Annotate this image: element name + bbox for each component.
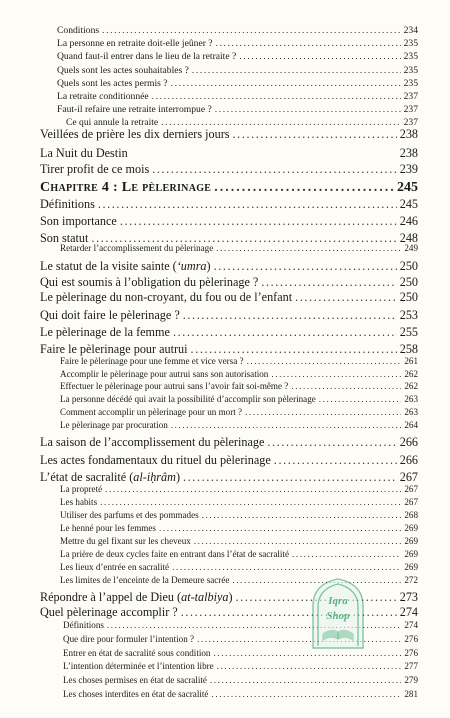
toc-entry <box>60 395 418 404</box>
toc-entry-title: Quels sont les actes permis ? <box>57 78 168 89</box>
iqra-shop-logo <box>307 576 369 650</box>
toc-entry <box>60 370 418 379</box>
toc-entry-title: Les habits <box>60 497 98 507</box>
toc-entry <box>63 662 418 671</box>
toc-entry-title: La Nuit du Destin <box>40 146 128 160</box>
toc-entry-page: 274 <box>399 605 418 619</box>
toc-entry <box>60 357 418 366</box>
toc-entry-title: Mettre du gel fixant sur les cheveux <box>60 536 191 546</box>
toc-entry-title: Son statut <box>40 231 89 245</box>
toc-entry <box>60 244 418 253</box>
toc-entry-title-end: ) <box>228 590 233 604</box>
toc-entry-title: Les limites de l’enceinte de la Demeure sacrée <box>60 575 230 585</box>
toc-entry-page: 235 <box>403 78 418 89</box>
chapter-heading <box>40 181 418 195</box>
toc-entry-title: Accomplir le pèlerinage pour autrui sans son autorisation <box>60 369 269 379</box>
toc-entry-title: Entrer en état de sacralité sous condition <box>63 648 211 658</box>
toc-entry <box>40 309 418 321</box>
toc-entry-title: Le pèlerinage par procuration <box>60 420 168 430</box>
toc-entry <box>40 436 418 448</box>
toc-entry-title: Effectuer le pèlerinage pour autrui sans l’avoir fait soi-même ? <box>60 381 289 391</box>
toc-entry-title: La prière de deux cycles faite en entrant dans l’état de sacralité <box>60 549 289 559</box>
toc-entry <box>60 511 418 520</box>
toc-entry-page: 279 <box>404 675 418 685</box>
toc-entry-title: Veillées de prière les dix derniers jours <box>40 127 230 141</box>
toc-entry <box>40 147 418 159</box>
toc-entry-page: 267 <box>404 497 418 507</box>
toc-entry <box>40 326 418 338</box>
toc-entry <box>57 79 418 89</box>
toc-entry <box>40 291 418 303</box>
toc-entry-page: 277 <box>404 661 418 671</box>
toc-entry-page: 235 <box>403 65 418 76</box>
toc-entry <box>40 260 418 272</box>
toc-entry <box>60 421 418 430</box>
toc-entry <box>40 276 418 288</box>
toc-entry-title: Définitions <box>40 197 95 211</box>
toc-entry-title: Faire le pèlerinage pour autrui <box>40 342 188 356</box>
toc-entry-title: Comment accomplir un pèlerinage pour un mort ? <box>60 407 243 417</box>
toc-entry-page: 245 <box>399 197 418 211</box>
toc-entry-page: 266 <box>399 435 418 449</box>
toc-entry <box>40 198 418 210</box>
toc-entry-page: 266 <box>399 453 418 467</box>
toc-entry-title: Faire le pèlerinage pour une femme et vice versa ? <box>60 356 244 366</box>
toc-entry-page: 238 <box>399 146 418 160</box>
toc-entry-page: 263 <box>404 394 418 404</box>
toc-entry-page: 250 <box>399 275 418 289</box>
toc-entry-page: 263 <box>404 407 418 417</box>
toc-entry-page: 239 <box>399 162 418 176</box>
toc-entry-page: 249 <box>404 243 418 253</box>
toc-entry-page: 238 <box>399 127 418 141</box>
toc-entry-page: 276 <box>404 634 418 644</box>
toc-entry-title: Le pèlerinage de la femme <box>40 325 170 339</box>
toc-entry <box>57 52 418 62</box>
toc-entry-title: La propreté <box>60 484 103 494</box>
toc-entry-page: 264 <box>404 420 418 430</box>
toc-entry <box>60 498 418 507</box>
toc-entry-page: 237 <box>403 91 418 102</box>
toc-entry <box>40 454 418 466</box>
toc-entry-title: Répondre à l’appel de Dieu ( <box>40 590 182 604</box>
toc-entry-page: 237 <box>403 117 418 128</box>
toc-entry-title: Quel pèlerinage accomplir ? <box>40 605 178 619</box>
toc-entry-title: La saison de l’accomplissement du pèlerinage <box>40 435 265 449</box>
toc-entry-title: Les choses permises en état de sacralité <box>63 675 207 685</box>
toc-entry-page: 269 <box>404 549 418 559</box>
toc-entry-title: Utiliser des parfums et des pommades <box>60 510 199 520</box>
toc-entry-page: 269 <box>404 523 418 533</box>
toc-entry-title: Quand faut-il entrer dans le lieu de la retraite ? <box>57 51 237 62</box>
toc-entry-title: Définitions <box>63 620 104 630</box>
toc-entry <box>57 66 418 76</box>
toc-entry-page: 276 <box>404 648 418 658</box>
toc-entry-title: Ce qui annule la retraite <box>66 117 159 128</box>
svg-text:Shop: Shop <box>326 610 350 622</box>
toc-entry-title: La personne en retraite doit-elle jeûner ? <box>57 38 213 49</box>
toc-entry <box>60 563 418 572</box>
toc-entry-title: Quels sont les actes souhaitables ? <box>57 65 189 76</box>
toc-entry <box>60 524 418 533</box>
toc-entry <box>63 676 418 685</box>
toc-entry-page: 253 <box>399 308 418 322</box>
toc-entry-title: La personne décédé qui avait la possibilité d’accomplir son pèlerinage <box>60 394 316 404</box>
toc-entry-title: Les actes fondamentaux du rituel du pèlerinage <box>40 453 271 467</box>
toc-entry-title-term: ‘umra <box>176 259 207 273</box>
toc-entry-page: 273 <box>399 590 418 604</box>
toc-entry-title: Retarder l’accomplissement du pèlerinage <box>60 243 214 253</box>
toc-entry-page: 261 <box>404 356 418 366</box>
toc-entry-page: 234 <box>403 25 418 36</box>
toc-entry-page: 268 <box>404 510 418 520</box>
toc-entry <box>40 343 418 355</box>
toc-entry <box>40 215 418 227</box>
toc-entry-title: Tirer profit de ce mois <box>40 162 150 176</box>
toc-entry-title: Le pèlerinage du non-croyant, du fou ou de l’enfant <box>40 290 293 304</box>
toc-entry <box>60 485 418 494</box>
toc-entry-page: 281 <box>404 689 418 699</box>
toc-entry <box>60 408 418 417</box>
toc-entry-title: Le henné pour les femmes <box>60 523 156 533</box>
toc-entry-page: 258 <box>399 342 418 356</box>
toc-entry <box>57 26 418 36</box>
toc-entry <box>57 39 418 49</box>
chapter-title: Chapitre 4 : Le pèlerinage <box>40 180 212 195</box>
toc-entry <box>57 92 418 102</box>
toc-entry-title: Conditions <box>57 25 100 36</box>
toc-entry <box>63 690 418 699</box>
toc-entry-title: L’état de sacralité ( <box>40 470 134 484</box>
toc-entry-page: 269 <box>404 562 418 572</box>
toc-entry-page: 246 <box>399 214 418 228</box>
toc-entry-title: Son importance <box>40 214 117 228</box>
toc-entry-title: L’intention déterminée et l’intention libre <box>63 661 214 671</box>
toc-entry-page: 237 <box>403 104 418 115</box>
toc-entry-title-term: at-talbiya <box>181 590 229 604</box>
toc-entry <box>60 382 418 391</box>
toc-entry-page: 274 <box>404 620 418 630</box>
svg-text:Iqra: Iqra <box>328 595 348 607</box>
toc-entry <box>40 471 418 483</box>
toc-entry-title: Qui est soumis à l’obligation du pèlerinage ? <box>40 275 259 289</box>
toc-entry-title: Les choses interdites en état de sacralité <box>63 689 209 699</box>
toc-entry-title: Qui doit faire le pèlerinage ? <box>40 308 180 322</box>
toc-entry-page: 272 <box>404 575 418 585</box>
toc-entry <box>57 105 418 115</box>
toc-entry <box>63 649 418 658</box>
toc-entry-page: 267 <box>399 470 418 484</box>
toc-entry-page: 248 <box>399 231 418 245</box>
toc-entry-page: 235 <box>403 51 418 62</box>
toc-entry-page: 235 <box>403 38 418 49</box>
toc-entry <box>60 537 418 546</box>
toc-entry-title-end: ) <box>175 470 180 484</box>
toc-entry-title: Que dire pour formuler l’intention ? <box>63 634 195 644</box>
toc-entry-page: 269 <box>404 536 418 546</box>
toc-entry-title: Faut-il refaire une retraite interrompue ? <box>57 104 212 115</box>
toc-entry-title-end: ) <box>206 259 211 273</box>
toc-entry-page: 250 <box>399 259 418 273</box>
chapter-page: 245 <box>397 180 418 195</box>
toc-entry <box>60 550 418 559</box>
toc-entry-title: Les lieux d’entrée en sacralité <box>60 562 170 572</box>
toc-entry <box>40 128 418 140</box>
toc-entry-page: 267 <box>404 484 418 494</box>
toc-entry-title: Le statut de la visite sainte ( <box>40 259 177 273</box>
toc-entry-page: 262 <box>404 381 418 391</box>
toc-entry-title: La retraite conditionnée <box>57 91 149 102</box>
toc-entry-title-term: al-iḥrâm <box>133 470 176 484</box>
toc-entry <box>40 163 418 175</box>
toc-entry-page: 250 <box>399 290 418 304</box>
toc-entry-page: 255 <box>399 325 418 339</box>
toc-entry-page: 262 <box>404 369 418 379</box>
